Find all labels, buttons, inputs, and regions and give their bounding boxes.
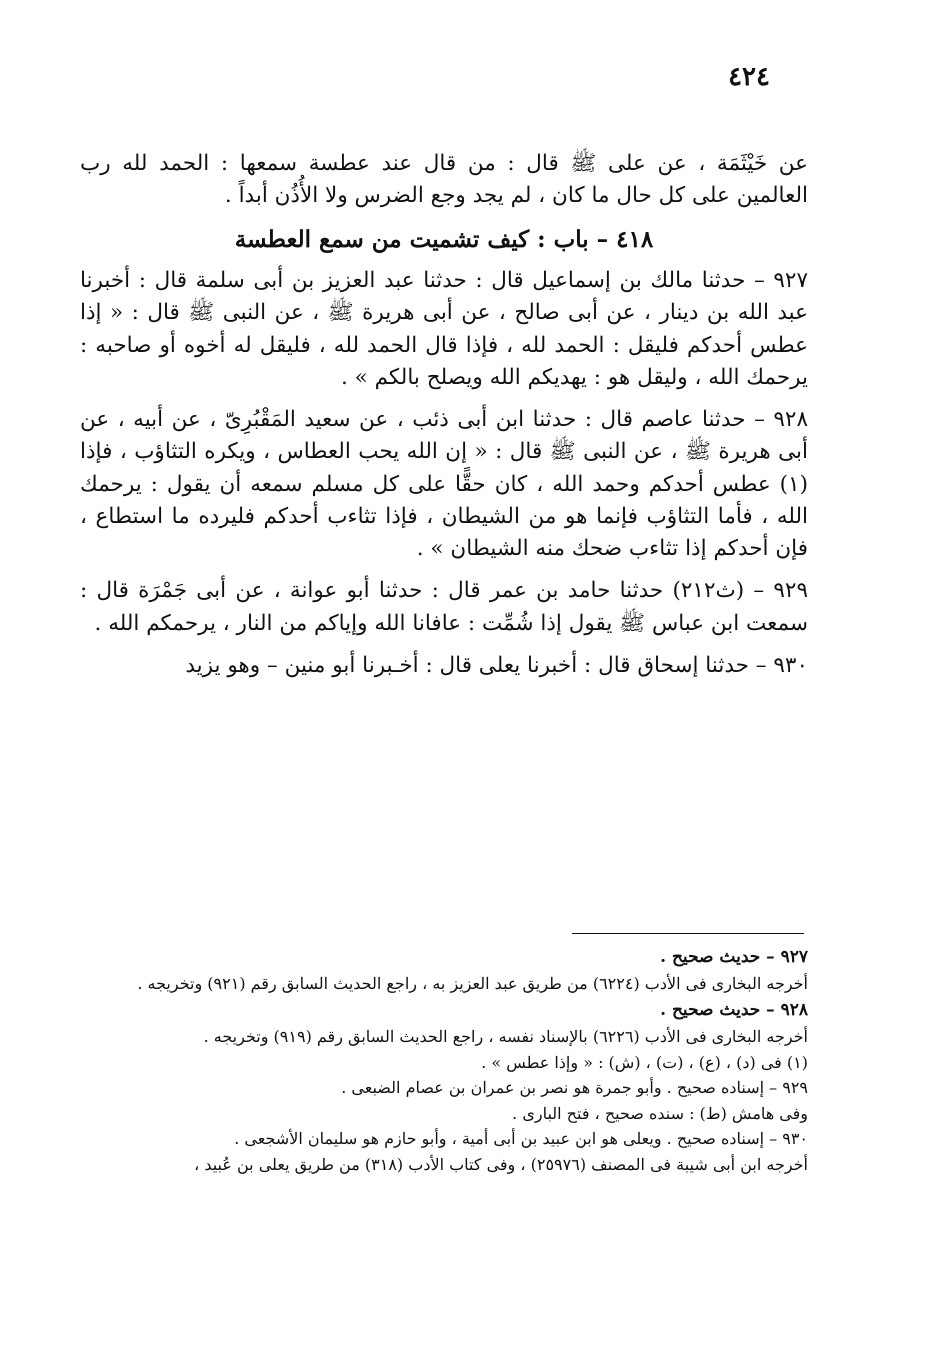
footnote-variant-1: (١) فى (د) ، (ع) ، (ت) ، (ش) : « وإذا عطس » . [481, 1052, 808, 1072]
footnote-927-head: ٩٢٧ – حديث صحيح . [660, 947, 808, 967]
footnote-928-body: أخرجه البخارى فى الأدب (٦٢٢٦) بالإسناد نفسه ، راجع الحديث السابق رقم (٩١٩) وتخريجه . [203, 1026, 808, 1046]
footnote-930-body: أخرجه ابن أبى شيبة فى المصنف (٢٥٩٧٦) ، وفى كتاب الأدب (٣١٨) من طريق يعلى بن عُبيد ، [194, 1154, 808, 1174]
page-number: ٤٢٤ [728, 62, 770, 92]
hadith-927: ٩٢٧ – حدثنا مالك بن إسماعيل قال : حدثنا عبد العزيز بن أبى سلمة قال : أخبرنا عبد الله بن دينار ، عن أبى صالح ، عن أبى هريرة ﷺ ، عن النبى ﷺ قال : « إذا عطس أحدكم فليقل : الحمد لله ، فإذا قال الحمد لله ، فليقل له أخوه أو صاحبه : يرحمك الله ، وليقل هو : يهديكم الله ويصلح بالكم » . [80, 268, 808, 390]
chapter-heading: ٤١٨ – باب : كيف تشميت من سمع العطسة [234, 225, 654, 253]
hadith-930: ٩٣٠ – حدثنا إسحاق قال : أخبرنا يعلى قال : أخـبرنا أبو منين – وهو يزيد [185, 652, 808, 678]
opening-paragraph: عن خَيْثَمَة ، عن على ﷺ قال : من قال عند عطسة سمعها : الحمد لله رب العالمين على كل حال ما كان ، لم يجد وجع الضرس ولا الأُذُن أبداً . [80, 151, 808, 209]
footnote-929-head: ٩٢٩ – إسناده صحيح . وأبو جمرة هو نصر بن عمران بن عصام الضبعى . [341, 1078, 808, 1098]
footnotes [80, 944, 808, 1178]
footnote-928-head: ٩٢٨ – حديث صحيح . [660, 999, 808, 1020]
hadith-928: ٩٢٨ – حدثنا عاصم قال : حدثنا ابن أبى ذئب ، عن سعيد المَقْبُرِىّ ، عن أبيه ، عن أبى هريرة ﷺ ، عن النبى ﷺ قال : « إن الله يحب العطاس ، ويكره التثاؤب ، فإذا (١) عطس أحدكم وحمد الله ، كان حقًّا على كل مسلم سمعه أن يقول : يرحمك الله ، فأما التثاؤب فإنما هو من الشيطان ، فإذا تثاءب أحدكم فليرده ما استطاع ، فإن أحدكم إذا تثاءب ضحك منه الشيطان » . [80, 407, 808, 561]
footnote-930-head: ٩٣٠ – إسناده صحيح . ويعلى هو ابن عبيد بن أبى أمية ، وأبو حازم هو سليمان الأشجعى . [234, 1129, 808, 1149]
footnote-927-body: أخرجه البخارى فى الأدب (٦٢٢٤) من طريق عبد العزيز به ، راجع الحديث السابق رقم (٩٢١) وتخريجه . [137, 974, 808, 994]
hadith-929: ٩٢٩ – (ث٢١٢) حدثنا حامد بن عمر قال : حدثنا أبو عوانة ، عن أبى جَمْرَة قال : سمعت ابن عباس ﷺ يقول إذا شُمِّت : عافانا الله وإياكم من النار ، يرحمكم الله . [80, 578, 808, 636]
main-text [80, 148, 808, 692]
footnote-929-body: وفى هامش (ط) : سنده صحيح ، فتح البارى . [512, 1103, 808, 1123]
footnote-separator [572, 933, 804, 934]
